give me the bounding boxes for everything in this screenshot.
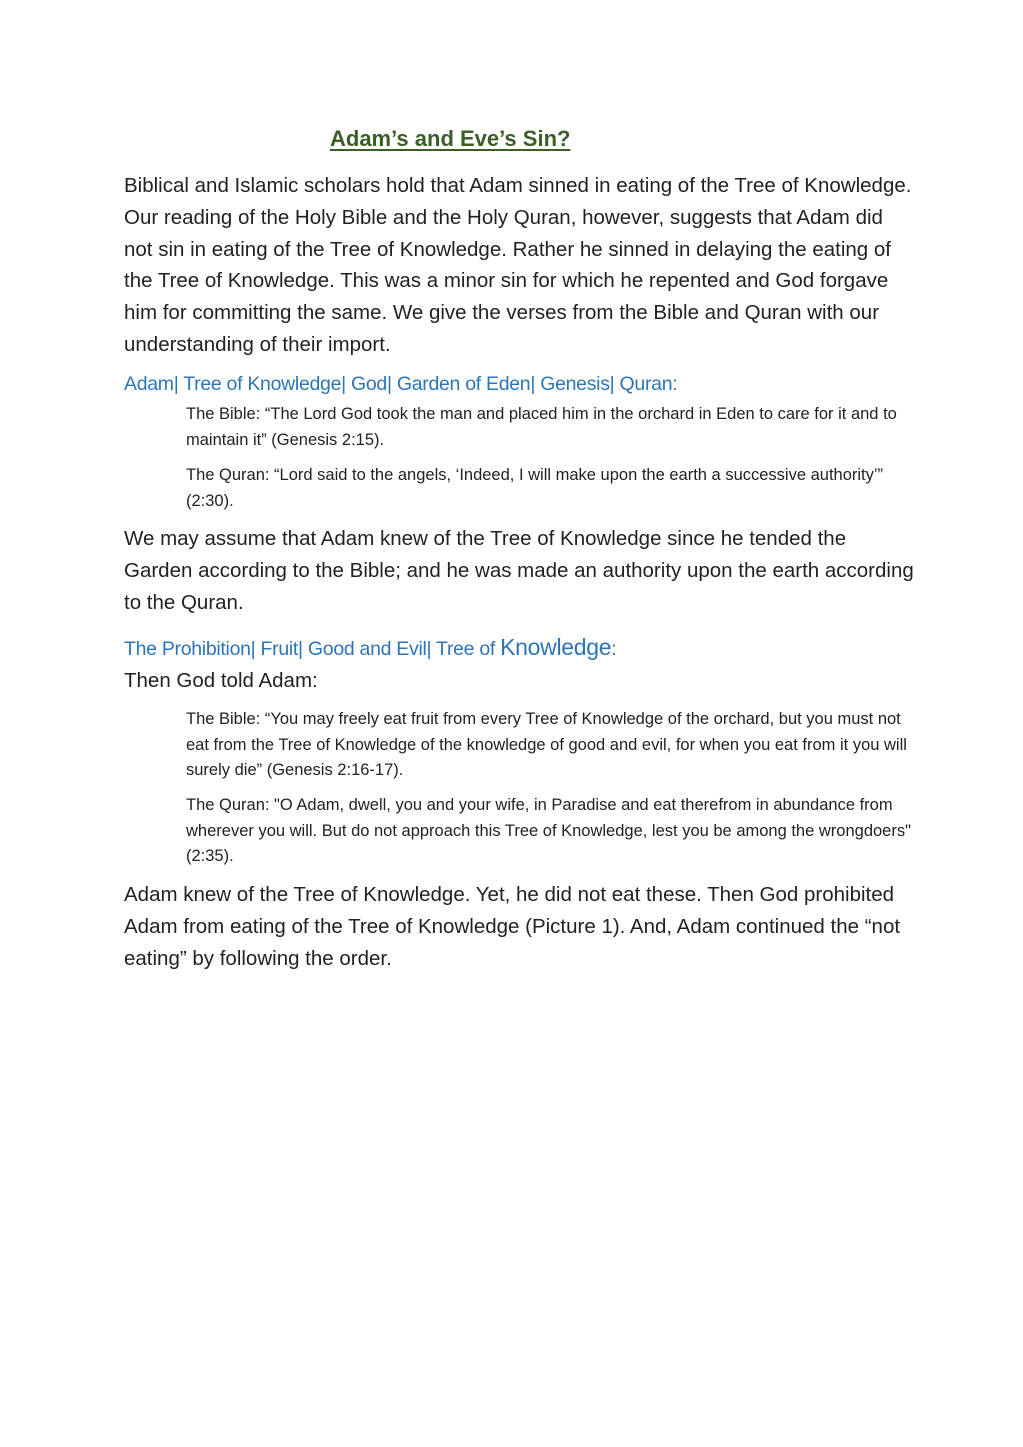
bible-quote-genesis-2-15: The Bible: “The Lord God took the man and placed him in the orchard in Eden to care for it and to maintain it” (Genesis 2:15). [186, 405, 897, 449]
document-title: Adam’s and Eve’s Sin? [330, 126, 571, 151]
quran-quote-2-35: The Quran: "O Adam, dwell, you and your wife, in Paradise and eat therefrom in abundance from wherever you will. But do not approach this Tree of Knowledge, lest you be among the wrongdoers" (2:35). [186, 796, 911, 865]
intro-paragraph: Biblical and Islamic scholars hold that Adam sinned in eating of the Tree of Knowledge. Our reading of the Holy Bible and the Holy Quran, however, suggests that Adam did not sin in eating of the Tree of Knowledge. Rather he sinned in delaying the eating of the Tree of Knowledge. This was a minor sin for which he repented and God forgave him for committing the same. We give the verses from the Bible and Quran with our understanding of their import. [124, 174, 912, 356]
section-heading-adam: Adam| Tree of Knowledge| God| Garden of Eden| Genesis| Quran: [124, 373, 678, 395]
section-heading-prohibition [124, 634, 924, 661]
heading-text-end: : [611, 638, 617, 660]
quran-quote-2-30: The Quran: “Lord said to the angels, ‘Indeed, I will make upon the earth a successive authority’” (2:30). [186, 466, 884, 510]
then-god-told-paragraph: Then God told Adam: [124, 669, 318, 692]
assumption-paragraph: We may assume that Adam knew of the Tree of Knowledge since he tended the Garden according to the Bible; and he was made an authority upon the earth according to the Quran. [124, 527, 914, 614]
heading-text-knowledge: Knowledge [500, 634, 612, 660]
conclusion-paragraph: Adam knew of the Tree of Knowledge. Yet, he did not eat these. Then God prohibited Adam from eating of the Tree of Knowledge (Picture 1). And, Adam continued the “not eating” by following the order. [124, 883, 901, 970]
heading-text-start: The Prohibition| Fruit| Good and Evil| Tree of [124, 638, 501, 660]
bible-quote-genesis-2-16-17: The Bible: “You may freely eat fruit from every Tree of Knowledge of the orchard, but you must not eat from the Tree of Knowledge of the knowledge of good and evil, for when you eat from it you will surely die” (Genesis 2:16-17). [186, 710, 907, 779]
